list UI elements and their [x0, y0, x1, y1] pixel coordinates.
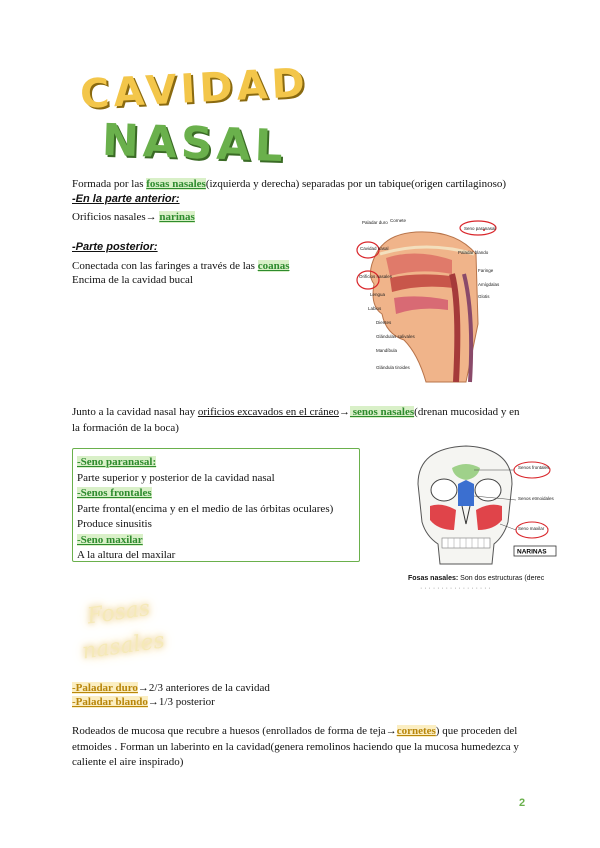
box-seno-maxilar-text: A la altura del maxilar [77, 549, 176, 561]
term-fosas-nasales: fosas nasales [146, 178, 206, 190]
label-mandibula: Mandíbula [376, 348, 398, 353]
intro-paragraph [72, 177, 506, 191]
label-cornete: Cornete [390, 218, 407, 223]
label-senos-frontales: Senos frontales [518, 465, 550, 470]
skull-caption-line2: · · · · · · · · · · · · · · · · · [420, 585, 491, 592]
title-nasal: NASAL [101, 114, 288, 173]
rodeados-line2: etmoides . Forman un laberinto en la cavidad(genera remolinos haciendo que la mucosa humedezca y [72, 741, 519, 753]
label-seno-maxilar: Seno maxilar [518, 526, 545, 531]
heading-posterior: -Parte posterior: [72, 241, 158, 253]
label-lengua: Lengua [370, 292, 386, 297]
box-seno-paranasal-text: Parte superior y posterior de la cavidad nasal [77, 471, 275, 484]
label-glandulas-salivales: Glándulas salivales [376, 334, 415, 339]
paladar-duro-text: →2/3 anteriores de la cavidad [137, 682, 270, 694]
label-labios: Labios [368, 306, 382, 311]
skull-illustration [408, 444, 556, 570]
term-senos-nasales: senos nasales [349, 406, 415, 418]
intro-suffix: (izquierda y derecha) separadas por un tabique(origen cartilaginoso) [205, 178, 507, 190]
label-faringe: Faringe [478, 268, 494, 273]
fosas-nasales-title [67, 589, 177, 682]
label-dientes: Dientes [376, 320, 392, 325]
senos-underlined: orificios excavados en el cráneo [197, 406, 339, 418]
box-senos-frontales-text: Parte frontal(encima y en el medio de las órbitas oculares) [77, 502, 334, 515]
label-amigdalas: Amígdalas [478, 282, 500, 287]
senos-line2: la formación de la boca) [72, 422, 179, 434]
arrow-icon: → [385, 725, 397, 737]
label-glandula-tiroides: Glándula tiroides [376, 365, 410, 370]
heading-anterior: -En la parte anterior: [72, 193, 180, 205]
intro-prefix: Formada por las [72, 178, 147, 190]
paladar-duro-line [72, 681, 270, 695]
head-section-illustration [356, 214, 500, 382]
posterior-prefix: Conectada con las faringes a través de las [72, 260, 258, 272]
senos-prefix: Junto a la cavidad nasal hay [72, 406, 198, 418]
term-coanas: coanas [257, 260, 290, 272]
senos-paragraph [72, 405, 520, 419]
skull-caption [408, 575, 544, 582]
rodeados-line3: caliente el aire inspirado) [72, 756, 184, 768]
skull-figure [408, 444, 556, 570]
label-senos-etmoidales: Senos etmoidales [518, 496, 554, 501]
caption-text: Son dos estructuras (derec [458, 575, 545, 582]
label-paladar-blando: Paladar blando [458, 250, 489, 255]
term-cornetes: cornetes [396, 725, 436, 737]
label-paladar-duro: Paladar duro [362, 220, 388, 225]
anterior-prefix: Orificios nasales [72, 211, 146, 223]
box-senos-frontales-title: -Senos frontales [77, 487, 152, 499]
label-orificios-nasales: Orificios nasales [359, 274, 393, 279]
fosas-title-line1: Fosas [85, 595, 152, 630]
term-paladar-blando: -Paladar blando [72, 696, 148, 708]
senos-suffix: (drenan mucosidad y en [414, 406, 520, 418]
arrow-icon: → [338, 406, 350, 418]
title-cavidad: CAVIDAD [78, 60, 310, 118]
box-senos-frontales-text2: Produce sinusitis [77, 518, 152, 530]
fosas-title-line2: nasales [80, 628, 167, 665]
arrow-icon: → [145, 211, 157, 223]
label-narinas: NARINAS [517, 548, 547, 556]
label-glotis: Glotis [478, 294, 490, 299]
label-cavidad-nasal: Cavidad nasal [360, 246, 389, 251]
box-seno-paranasal-title: -Seno paranasal: [77, 456, 157, 468]
posterior-line2: Encima de la cavidad bucal [72, 274, 193, 286]
label-seno-paranasal: Seno paranasal [464, 226, 496, 231]
rodeados-line1 [72, 724, 517, 738]
paladar-blando-line [72, 695, 215, 709]
senos-box [72, 448, 360, 562]
anterior-text [72, 210, 195, 224]
box-seno-maxilar-title: -Seno maxilar [77, 533, 143, 546]
head-section-figure [356, 214, 500, 382]
posterior-text [72, 259, 289, 273]
term-paladar-duro: -Paladar duro [72, 682, 138, 694]
rodeados-suffix: ) que proceden del [435, 725, 518, 737]
page-number: 2 [519, 797, 526, 809]
paladar-blando-text: →1/3 posterior [147, 696, 215, 708]
rodeados-prefix: Rodeados de mucosa que recubre a huesos (enrollados de forma de teja [72, 725, 386, 737]
caption-bold: Fosas nasales: [408, 575, 459, 582]
term-narinas: narinas [159, 211, 195, 223]
